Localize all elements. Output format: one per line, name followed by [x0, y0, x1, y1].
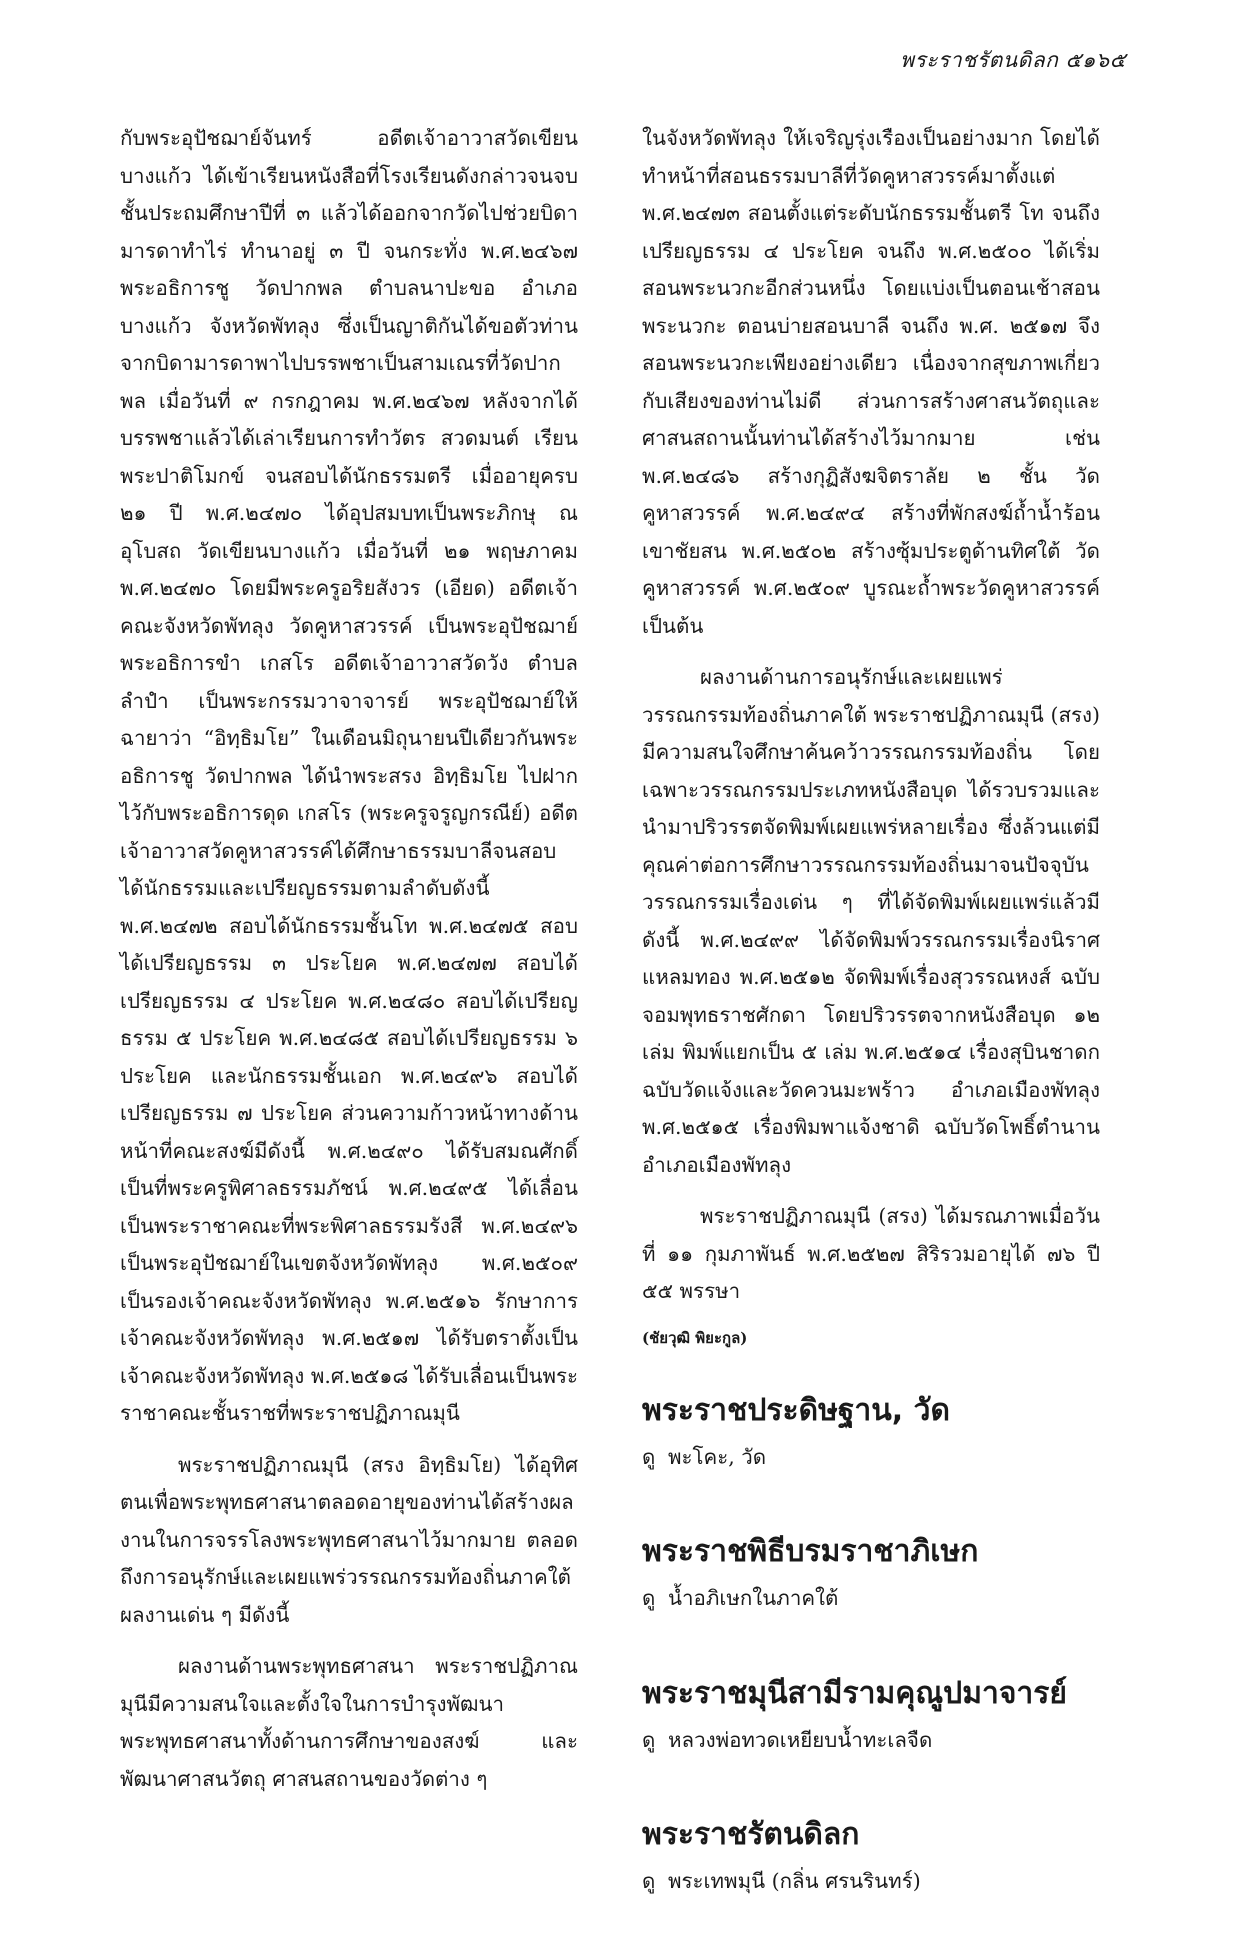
entry-see-reference [642, 1722, 1100, 1760]
cross-reference-entry [642, 1532, 1100, 1618]
see-mark: ดู [642, 1444, 656, 1469]
see-target: หลวงพ่อทวดเหยียบน้ำทะเลจืด [668, 1727, 933, 1752]
body-paragraph: กับพระอุปัชฌาย์จันทร์ อดีตเจ้าอาวาสวัดเขียนบางแก้ว ได้เข้าเรียนหนังสือที่โรงเรียนดังกล่าวจนจบชั้นประถมศึกษาปีที่ ๓ แล้วได้ออกจากวัดไปช่วยบิดามารดาทำไร่ ทำนาอยู่ ๓ ปี จนกระทั่ง พ.ศ.๒๔๖๗ พระอธิการชู วัดปากพล ตำบลนาปะขอ อำเภอบางแก้ว จังหวัดพัทลุง ซึ่งเป็นญาติกันได้ขอตัวท่านจากบิดามารดาพาไปบรรพชาเป็นสามเณรที่วัดปากพล เมื่อวันที่ ๙ กรกฎาคม พ.ศ.๒๔๖๗ หลังจากได้บรรพชาแล้วได้เล่าเรียนการทำวัตร สวดมนต์ เรียนพระปาติโมกข์ จนสอบได้นักธรรมตรี เมื่ออายุครบ ๒๑ ปี พ.ศ.๒๔๗๐ ได้อุปสมบทเป็นพระภิกษุ ณ อุโบสถ วัดเขียนบางแก้ว เมื่อวันที่ ๒๑ พฤษภาคม พ.ศ.๒๔๗๐ โดยมีพระครูอริยสังวร (เอียด) อดีตเจ้าคณะจังหวัดพัทลุง วัดคูหาสวรรค์ เป็นพระอุปัชฌาย์ พระอธิการขำ เกสโร อดีตเจ้าอาวาสวัดวัง ตำบลลำปำ เป็นพระกรรมวาจาจารย์ พระอุปัชฌาย์ให้ฉายาว่า “อิทฺธิมโย” ในเดือนมิถุนายนปีเดียวกันพระอธิการชู วัดปากพล ได้นำพระสรง อิทฺธิมโย ไปฝากไว้กับพระอธิการดุด เกสโร (พระครูจรูญกรณีย์) อดีตเจ้าอาวาสวัดคูหาสวรรค์ได้ศึกษาธรรมบาลีจนสอบได้นักธรรมและเปรียญธรรมตามลำดับดังนี้ พ.ศ.๒๔๗๒ สอบได้นักธรรมชั้นโท พ.ศ.๒๔๗๕ สอบได้เปรียญธรรม ๓ ประโยค พ.ศ.๒๔๗๗ สอบได้เปรียญธรรม ๔ ประโยค พ.ศ.๒๔๘๐ สอบได้เปรียญธรรม ๕ ประโยค พ.ศ.๒๔๘๕ สอบได้เปรียญธรรม ๖ ประโยค และนักธรรมชั้นเอก พ.ศ.๒๔๙๖ สอบได้เปรียญธรรม ๗ ประโยค ส่วนความก้าวหน้าทางด้านหน้าที่คณะสงฆ์มีดังนี้ พ.ศ.๒๔๙๐ ได้รับสมณศักดิ์เป็นที่พระครูพิศาลธรรมภัชน์ พ.ศ.๒๔๙๕ ได้เลื่อนเป็นพระราชาคณะที่พระพิศาลธรรมรังสี พ.ศ.๒๔๙๖ เป็นพระอุปัชฌาย์ในเขตจังหวัดพัทลุง พ.ศ.๒๕๐๙ เป็นรองเจ้าคณะจังหวัดพัทลุง พ.ศ.๒๕๑๖ รักษาการเจ้าคณะจังหวัดพัทลุง พ.ศ.๒๕๑๗ ได้รับตราตั้งเป็นเจ้าคณะจังหวัดพัทลุง พ.ศ.๒๕๑๘ ได้รับเลื่อนเป็นพระราชาคณะชั้นราชที่พระราชปฏิภาณมุนี [120, 126, 578, 1425]
see-target: พะโคะ, วัด [668, 1444, 767, 1469]
see-target: พระเทพมุนี (กลิ่น ศรนรินทร์) [668, 1869, 921, 1893]
body-paragraph: ในจังหวัดพัทลุง ให้เจริญรุ่งเรืองเป็นอย่างมาก โดยได้ทำหน้าที่สอนธรรมบาลีที่วัดคูหาสวรรค์มาตั้งแต่ พ.ศ.๒๔๗๓ สอนตั้งแต่ระดับนักธรรมชั้นตรี โท จนถึงเปรียญธรรม ๔ ประโยค จนถึง พ.ศ.๒๕๐๐ ได้เริ่มสอนพระนวกะอีกส่วนหนึ่ง โดยแบ่งเป็นตอนเช้าสอนพระนวกะ ตอนบ่ายสอนบาลี จนถึง พ.ศ. ๒๕๑๗ จึงสอนพระนวกะเพียงอย่างเดียว เนื่องจากสุขภาพเกี่ยวกับเสียงของท่านไม่ดี ส่วนการสร้างศาสนวัตถุและศาสนสถานนั้นท่านได้สร้างไว้มากมาย เช่น พ.ศ.๒๔๘๖ สร้างกุฏิสังฆจิตราลัย ๒ ชั้น วัดคูหาสวรรค์ พ.ศ.๒๔๙๔ สร้างที่พักสงฆ์ถ้ำน้ำร้อน เขาชัยสน พ.ศ.๒๕๐๒ สร้างซุ้มประตูด้านทิศใต้ วัดคูหาสวรรค์ พ.ศ.๒๕๐๙ บูรณะถ้ำพระวัดคูหาสวรรค์ เป็นต้น [642, 126, 1100, 638]
author-credit: (ชัยวุฒิ พิยะกูล) [642, 1328, 748, 1347]
body-paragraph: ผลงานด้านพระพุทธศาสนา พระราชปฏิภาณมุนีมีความสนใจและตั้งใจในการบำรุงพัฒนาพระพุทธศาสนาทั้งด้านการศึกษาของสงฆ์ และพัฒนาศาสนวัตถุ ศาสนสถานของวัดต่าง ๆ [120, 1654, 578, 1791]
see-target: น้ำอภิเษกในภาคใต้ [668, 1586, 839, 1610]
entry-title: พระราชพิธีบรมราชาภิเษก [642, 1534, 979, 1569]
see-mark: ดู [642, 1586, 656, 1610]
cross-reference-entry [642, 1391, 1100, 1477]
see-mark: ดู [642, 1869, 656, 1893]
left-column [120, 120, 578, 1812]
entry-title: พระราชรัตนดิลก [642, 1817, 860, 1852]
entry-see-reference [642, 1439, 1100, 1477]
right-column [642, 120, 1100, 1957]
see-mark: ดู [642, 1727, 656, 1752]
entry-title: พระราชมุนีสามีรามคุณูปมาจารย์ [642, 1675, 1067, 1711]
entry-see-reference [642, 1580, 1100, 1618]
body-paragraph: ผลงานด้านการอนุรักษ์และเผยแพร่วรรณกรรมท้องถิ่นภาคใต้ พระราชปฏิภาณมุนี (สรง) มีความสนใจศึกษาค้นคว้าวรรณกรรมท้องถิ่น โดยเฉพาะวรรณกรรมประเภทหนังสือบุด ได้รวบรวมและนำมาปริวรรตจัดพิมพ์เผยแพร่หลายเรื่อง ซึ่งล้วนแต่มีคุณค่าต่อการศึกษาวรรณกรรมท้องถิ่นมาจนปัจจุบัน วรรณกรรมเรื่องเด่น ๆ ที่ได้จัดพิมพ์เผยแพร่แล้วมีดังนี้ พ.ศ.๒๔๙๙ ได้จัดพิมพ์วรรณกรรมเรื่องนิราศแหลมทอง พ.ศ.๒๕๑๒ จัดพิมพ์เรื่องสุวรรณหงส์ ฉบับจอมพุทธราชศักดา โดยปริวรรตจากหนังสือบุด ๑๒ เล่ม พิมพ์แยกเป็น ๕ เล่ม พ.ศ.๒๕๑๔ เรื่องสุบินชาดกฉบับวัดแจ้งและวัดควนมะพร้าว อำเภอเมืองพัทลุง พ.ศ.๒๕๑๕ เรื่องพิมพาแจ้งชาดิ ฉบับวัดโพธิ์ตำนาน อำเภอเมืองพัทลุง [642, 665, 1100, 1177]
entry-title: พระราชประดิษฐาน, วัด [642, 1392, 950, 1428]
running-header: พระราชรัตนดิลก ๕๑๖๕ [900, 48, 1126, 72]
cross-reference-entry [642, 1674, 1100, 1760]
body-paragraph: พระราชปฏิภาณมุนี (สรง อิทฺธิมโย) ได้อุทิศตนเพื่อพระพุทธศาสนาตลอดอายุของท่านได้สร้างผลงานในการจรรโลงพระพุทธศาสนาไว้มากมาย ตลอดถึงการอนุรักษ์และเผยแพร่วรรณกรรมท้องถิ่นภาคใต้ ผลงานเด่น ๆ มีดังนี้ [120, 1452, 578, 1627]
entry-see-reference [642, 1863, 1100, 1901]
body-paragraph: พระราชปฏิภาณมุนี (สรง) ได้มรณภาพเมื่อวันที่ ๑๑ กุมภาพันธ์ พ.ศ.๒๕๒๗ สิริรวมอายุได้ ๗๖ ปี ๕๕ พรรษา [642, 1204, 1100, 1303]
cross-reference-entry [642, 1815, 1100, 1901]
